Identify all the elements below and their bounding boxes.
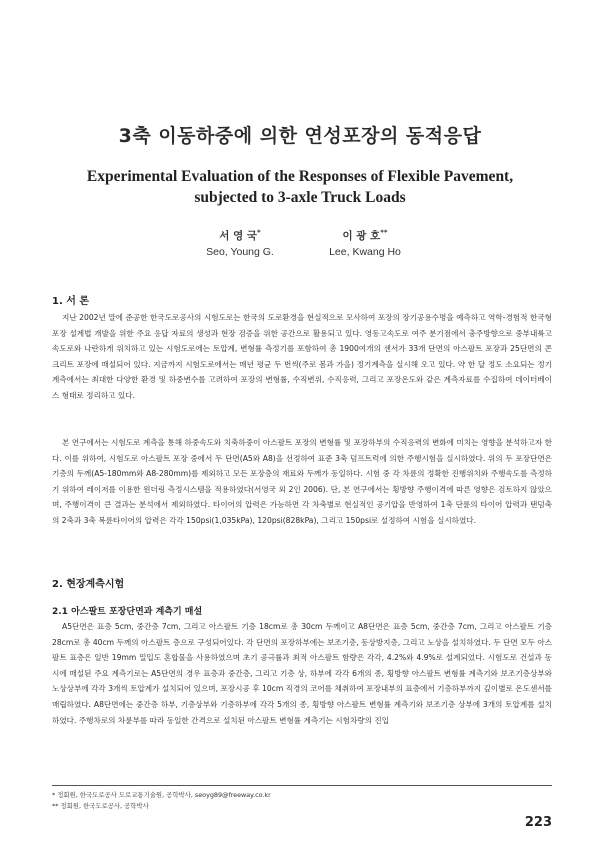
author-1-name-ko: 서 영 국 [219, 230, 258, 242]
author-2 [290, 228, 440, 258]
section-heading-introduction: 1. 서 론 [52, 296, 90, 307]
footnote-author-1: * 정회원, 한국도로공사 도로교통기술원, 공학박사, seoyg89@freeway.co.kr [52, 791, 271, 799]
author-1-mark: * [257, 228, 261, 237]
page-number: 223 [524, 815, 552, 830]
footnote-author-2: ** 정회원, 한국도로공사, 공학박사 [52, 802, 149, 810]
english-title [40, 166, 560, 208]
author-1-name-en: Seo, Young G. [206, 246, 274, 258]
paragraph-intro-2: 본 연구에서는 시험도로 계측을 통해 하중속도와 치축하중이 아스팔트 포장의 변형률 및 포장하부의 수직응력의 변화에 미치는 영향을 분석하고자 한다. 이를 위하여, 시험도로 아스팔트 포장 중에서 두 단면(A5와 A8)을 선정하여 표준 3축 덤프트럭에 의한 주행시험을 실시하였다. 위의 두 포장단면은 기층의 두께(A5-180mm와 A8-280mm)를 제외하고 모든 포장층의 재료와 두께가 동일하다. 시험 중 각 차륜의 정확한 진행위치와 주행속도를 측정하기 위하여 레이저를 이용한 윈더링 측정시스템을 적용하였다(서영국 외 2인 2006). 단, 본 연구에서는 횡방향 주행이격에 따른 영향은 검토하지 않았으며, 주행이격이 큰 결과는 분석에서 제외하였다. 타이어의 압력은 가능하면 각 차축별로 현실적인 공기압을 반영하여 1축 단륜의 타이어 압력과 탠덤축의 2축과 3축 복륜타이어의 압력은 각각 150psi(1,035kPa), 120psi(828kPa), 그리고 150psi로 설정하여 시험을 실시하였다. [52, 438, 552, 525]
paragraph-intro-1: 지난 2002년 말에 준공한 한국도로공사의 시험도로는 한국의 도로환경을 현실적으로 모사하여 포장의 장기공용수명을 예측하고 역학-경험적 한국형 포장 설계법 개발을 위한 주요 응답 자료의 생성과 현장 검증을 위한 공간으로 활용되고 있다. 영동고속도로 여주 분기점에서 충주방향으로 중부내륙고속도로와 나란하게 위치하고 있는 시험도로에는 토압계, 변형률 측정기를 포함하여 총 1900여개의 센서가 33개 단면의 아스팔트 포장과 25단면의 콘크리트 포장에 매설되어 있다. 지금까지 시험도로에서는 매년 평균 두 번씩(주로 봄과 가을) 정기계측을 실시해 오고 있다. 약 한 달 정도 소요되는 정기계측에서는 최대한 다양한 환경 및 하중변수를 고려하여 포장의 변형률, 수직변위, 수직응력, 그리고 포장온도와 같은 계측자료를 수집하여 데이터베이스 형태로 정리하고 있다. [52, 313, 552, 400]
author-2-name-ko: 이 광 호 [342, 230, 381, 242]
author-2-mark: ** [380, 228, 388, 237]
section-heading-field-test: 2. 현장계측시험 [52, 579, 125, 590]
author-block [0, 228, 600, 268]
footnote-divider [52, 785, 552, 786]
english-title-line-1: Experimental Evaluation of the Responses of Flexible Pavement, [86, 168, 514, 185]
subsection-heading-pavement-section: 2.1 아스팔트 포장단면과 계측기 매설 [52, 607, 203, 617]
english-title-line-2: subjected to 3-axle Truck Loads [194, 189, 406, 206]
korean-title: 3축 이동하중에 의한 연성포장의 동적응답 [118, 125, 482, 147]
paragraph-pavement-section: A5단면은 표층 5cm, 중간층 7cm, 그리고 아스팔트 기층 18cm로 총 30cm 두께이고 A8단면은 표층 5cm, 중간층 7cm, 그리고 아스팔트 기층 28cm로 총 40cm 두께의 아스팔트 층으로 구성되어있다. 각 단면의 포장하부에는 보조기층, 동상방지층, 그리고 노상을 설치하였다. 두 단면 모두 아스팔트 표층은 일반 19mm 밀입도 혼합물을 사용하였으며 초기 공극률과 최적 아스팔트 함량은 각각, 4.2%와 4.9%로 설계되었다. 시험도로 건설과 동시에 매설된 주요 계측기로는 A5단면의 경우 표층과 중간층, 그리고 기층 상, 하부에 각각 6개의 종, 횡방향 아스팔트 변형률 계측기와 보조기층상부와 노상상부에 각각 3개씩 토압계가 설치되어 있으며, 포장시공 후 10cm 직경의 코어를 채취하여 포장내부의 표층에서 기층하부까지 깊이별로 온도센서를 매립하였다. A8단면에는 중간층 하부, 기층상부와 기층하부에 각각 5개의 종, 횡방향 아스팔트 변형률 계측기와 보조기층 상부에 3개의 토압계를 설치하였다. 주행차로의 차륜부를 따라 동일한 간격으로 설치된 아스팔트 변형률 계측기는 시험차량의 진입 [52, 622, 552, 725]
author-2-name-en: Lee, Kwang Ho [329, 246, 401, 258]
